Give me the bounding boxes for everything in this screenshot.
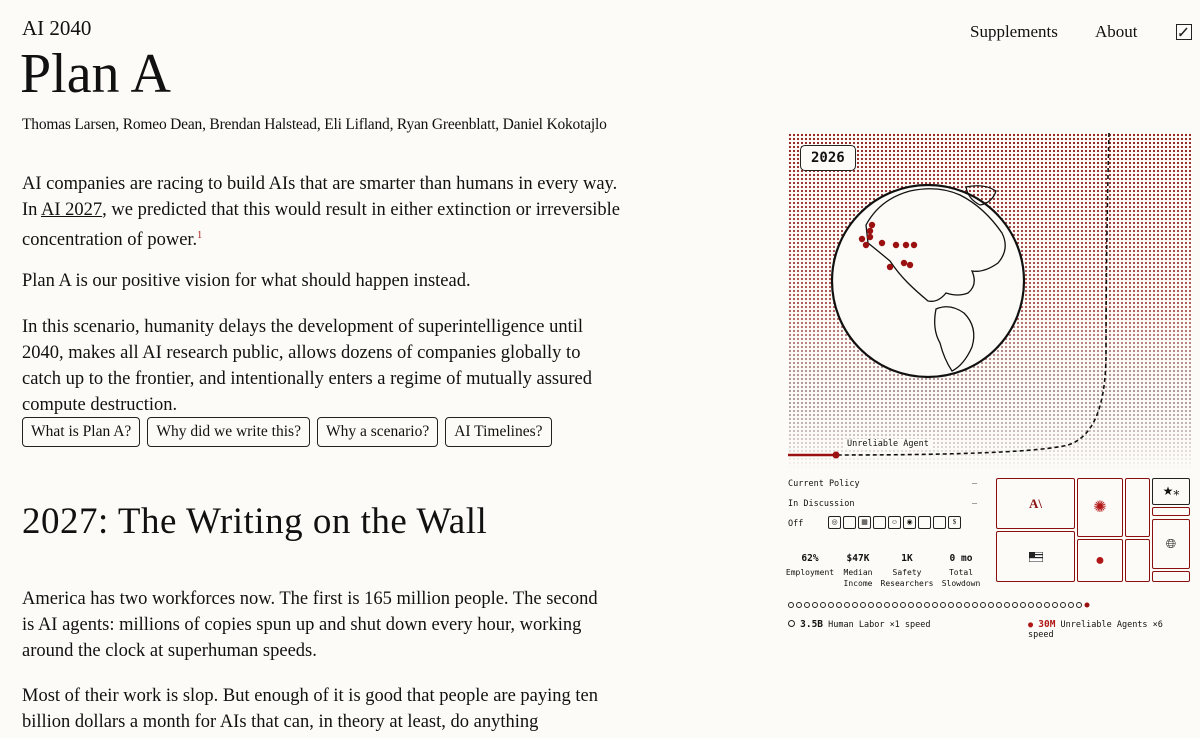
labor-dot <box>1085 603 1090 608</box>
ai-timelines-button[interactable]: AI Timelines? <box>445 417 551 447</box>
policy-eye-icon[interactable]: ◉ <box>903 516 916 529</box>
intro-text-after: , we predicted that this would result in either extinction or irreversible concentration of power. <box>22 200 621 251</box>
labor-dot <box>813 603 818 608</box>
policy-shield-icon[interactable]: ◎ <box>828 516 841 529</box>
labor-dot <box>829 603 834 608</box>
policy-box-icon[interactable] <box>933 516 946 529</box>
section-paragraph-1: America has two workforces now. The first is 165 million people. The second is AI agents: millions of copies spun up and shut down every hour, working around the clock at superhuman speeds. <box>22 589 598 661</box>
china-tile[interactable]: ★⁎ <box>1152 478 1190 505</box>
human-labor-speed: ×1 speed <box>889 620 931 630</box>
off-label: Off <box>788 519 804 529</box>
labor-dot <box>789 603 794 608</box>
openai-tile[interactable]: ✺ <box>1077 478 1123 537</box>
labor-dot <box>837 603 842 608</box>
globe-visualization <box>788 133 1191 469</box>
labor-dot <box>1029 603 1034 608</box>
gemini-tile[interactable]: ● <box>1077 539 1123 582</box>
labor-dot <box>1021 603 1026 608</box>
labor-dot <box>1061 603 1066 608</box>
stat-label: Median <box>843 568 873 577</box>
labor-dot <box>917 603 922 608</box>
footnote-1[interactable]: 1 <box>197 230 203 241</box>
stat-label: Total <box>948 568 974 577</box>
policy-chip-icon[interactable]: ▦ <box>858 516 871 529</box>
stat-safety-researchers <box>878 553 936 589</box>
labor-dot <box>1077 603 1082 608</box>
labor-dot <box>877 603 882 608</box>
current-policy-label: Current Policy <box>788 479 860 489</box>
labor-dot <box>797 603 802 608</box>
small-tile-4[interactable] <box>1152 571 1190 582</box>
labor-dot <box>893 603 898 608</box>
off-policy-icons <box>828 516 961 529</box>
labor-dot <box>957 603 962 608</box>
stat-label: Employment <box>785 568 835 577</box>
policy-doc-icon[interactable] <box>843 516 856 529</box>
labor-dot <box>909 603 914 608</box>
labor-dot <box>949 603 954 608</box>
labor-dot <box>805 603 810 608</box>
labor-dot <box>965 603 970 608</box>
labor-dot <box>989 603 994 608</box>
intro-paragraph-2: Plan A is our positive vision for what should happen instead. <box>22 271 471 291</box>
why-write-button[interactable]: Why did we write this? <box>147 417 310 447</box>
intro-text: AI companies are racing to build AIs that are smarter than humans in every way. In <box>22 174 618 220</box>
labor-dot <box>853 603 858 608</box>
small-tile-1[interactable] <box>1125 478 1150 537</box>
in-discussion-label: In Discussion <box>788 499 855 509</box>
policy-chart-icon[interactable] <box>873 516 886 529</box>
why-scenario-button[interactable]: Why a scenario? <box>317 417 438 447</box>
faq-buttons <box>22 417 552 447</box>
site-name[interactable]: AI 2040 <box>22 16 92 40</box>
policy-dollar-icon[interactable]: $ <box>948 516 961 529</box>
stat-value: 1K <box>901 553 913 564</box>
top-nav <box>960 22 1200 46</box>
stat-value: 62% <box>801 553 819 564</box>
policy-blank-icon[interactable] <box>918 516 931 529</box>
labor-dot <box>933 603 938 608</box>
agent-label: Unreliable Agent <box>847 439 929 449</box>
agents-speed: ×6 speed <box>1028 620 1163 640</box>
pen-square-icon[interactable] <box>1176 24 1192 40</box>
labor-dot <box>861 603 866 608</box>
labor-dot-row <box>788 601 1108 609</box>
human-labor-label: Human Labor <box>828 620 885 630</box>
what-is-plan-a-button[interactable]: What is Plan A? <box>22 417 140 447</box>
labor-dot <box>973 603 978 608</box>
nav-supplements-link[interactable]: Supplements <box>970 22 1058 41</box>
small-tile-3[interactable] <box>1152 507 1190 516</box>
labor-dot <box>981 603 986 608</box>
stat-label-2: Income <box>843 579 873 588</box>
labor-dot <box>821 603 826 608</box>
labor-dot <box>1005 603 1010 608</box>
policy-people-icon[interactable]: ☺ <box>888 516 901 529</box>
ai-2027-link[interactable]: AI 2027 <box>41 200 103 220</box>
human-labor-value: 3.5B <box>800 619 824 630</box>
labor-dot <box>925 603 930 608</box>
agents-label: Unreliable Agents <box>1060 620 1148 630</box>
stat-value: $47K <box>846 553 870 564</box>
intro-paragraph-3: In this scenario, humanity delays the development of superintelligence until 2040, makes all AI research public, allows dozens of companies globally to catch up to the frontier, and intentionally enters a regime of mutually assured compute destruction. <box>22 317 593 415</box>
stat-label-2: Slowdown <box>941 579 981 588</box>
scenario-panel <box>785 133 1191 640</box>
authors: Thomas Larsen, Romeo Dean, Brendan Halstead, Eli Lifland, Ryan Greenblatt, Daniel Kokotajlo <box>22 116 607 133</box>
stat-total-slowdown <box>932 553 990 589</box>
section-paragraph-2: Most of their work is slop. But enough of it is good that people are paying ten billion dollars a month for AIs that can, in theory at least, do anything <box>22 686 598 732</box>
labor-dot <box>885 603 890 608</box>
us-flag-icon <box>1029 552 1043 562</box>
labor-dot <box>1037 603 1042 608</box>
current-policy-value: — <box>972 479 978 489</box>
intro-paragraph-1 <box>22 171 622 253</box>
in-discussion-value: — <box>972 499 978 509</box>
legend-unreliable-agents: ● 30M Unreliable Agents ×6 speed <box>1028 619 1163 640</box>
labor-dot <box>997 603 1002 608</box>
year-badge: 2026 <box>800 145 856 171</box>
labor-dot <box>941 603 946 608</box>
labor-dot <box>1045 603 1050 608</box>
legend-human-labor <box>788 619 931 630</box>
section-heading: 2027: The Writing on the Wall <box>22 501 488 542</box>
labor-dot <box>869 603 874 608</box>
nav-about-link[interactable]: About <box>1095 22 1138 41</box>
us-flag-tile[interactable] <box>996 531 1075 582</box>
stat-label-2: Researchers <box>880 579 934 588</box>
small-tile-2[interactable] <box>1125 539 1150 582</box>
anthropic-tile[interactable]: A\ <box>996 478 1075 529</box>
labor-dot <box>1013 603 1018 608</box>
stat-label: Safety <box>892 568 922 577</box>
page-title: Plan A <box>20 43 171 105</box>
labor-dot <box>845 603 850 608</box>
labor-dot <box>901 603 906 608</box>
labor-dot <box>1069 603 1074 608</box>
stat-value: 0 mo <box>949 553 973 564</box>
agents-value: 30M <box>1038 619 1056 630</box>
labor-dot <box>1053 603 1058 608</box>
globe-tile[interactable]: 🌐︎ <box>1152 519 1190 569</box>
